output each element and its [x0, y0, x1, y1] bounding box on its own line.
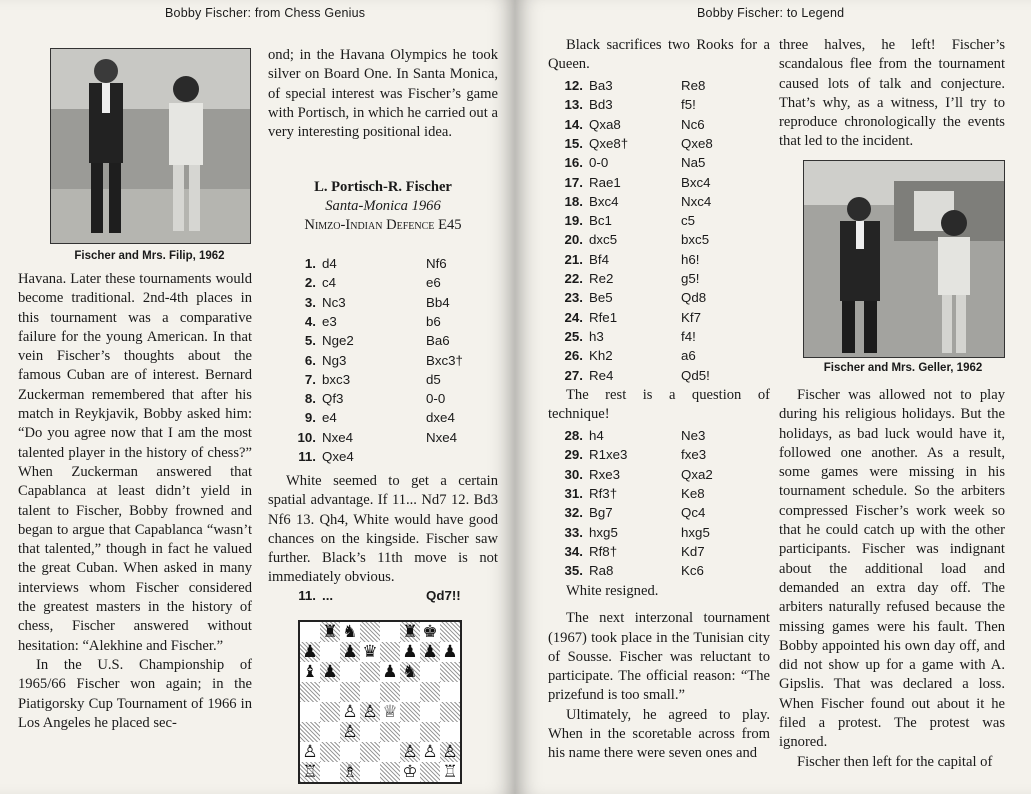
- board-square: [320, 762, 340, 782]
- move-row: [555, 467, 755, 486]
- black-pawn-icon: ♟: [442, 642, 458, 662]
- game-opening: Nimzo-Indian Defence E45: [304, 217, 462, 233]
- black-king-icon: ♚: [422, 622, 438, 642]
- board-square: [320, 742, 340, 762]
- black-move: Nf6: [426, 256, 447, 271]
- white-move: Re4: [589, 367, 614, 383]
- move-number: 18.: [564, 193, 583, 209]
- white-rook-icon: ♖: [442, 762, 458, 782]
- move-number: 26.: [564, 348, 583, 364]
- white-pawn-icon: ♙: [342, 702, 358, 722]
- white-move: Rfe1: [589, 309, 618, 325]
- chess-board-diagram: [298, 620, 462, 784]
- move-row: [288, 295, 498, 314]
- board-square: [420, 662, 440, 682]
- black-move: Ke8: [681, 485, 705, 501]
- move-number: 29.: [564, 447, 583, 463]
- board-square: [380, 722, 400, 742]
- board-square: [440, 682, 460, 702]
- white-move: Ra8: [589, 563, 614, 579]
- white-pawn-icon: ♙: [342, 722, 358, 742]
- paragraph: Havana. Later these tournaments would become traditional. 2nd-4th places in this tournament was a comparative failure for the young American. In that vein Fischer’s thoughts about the famous Cuban are of interest. Bernard Zuckerman remembered that after his match in Reykjavik, Bobby asked him: “Do you agree now that I am the most talented player in the history of chess?” When Zuckerman answered that Capablanca at least didn’t yield in talent to Fischer, Bobby frowned and began to argue that Capablanca “wasn’t that talented,” though in fact he valued the great Cuban. When asked in many interviews whom Fischer considered the greatest masters in the history of chess, Fischer answered without hesitation: “Alekhine and Fischer.”: [18, 271, 252, 654]
- paragraph: three halves, he left! Fischer’s scandalous flee from the tournament caused lots of talk and conjecture. That’s why, as a witness, I’ll try to reproduce chronologically the events that led to the incident.: [779, 37, 1005, 150]
- resigned-line: White resigned.: [566, 583, 659, 599]
- black-pawn-icon: ♟: [402, 642, 418, 662]
- white-move: Be5: [589, 290, 613, 306]
- board-square: [300, 702, 320, 722]
- black-bishop-icon: ♝: [302, 662, 318, 682]
- white-move: Bxc4: [589, 193, 619, 209]
- paragraph: Fischer was allowed not to play during his religious holidays. But the holidays, as bad luck would have it, followed one another. As a result, some games were missing in his tournament schedule. So the arbiters compressed Fischer’s work week so that he could catch up with the other participants. Fischer was indignant about the additional load and demanded an extra day off. The arbiters naturally refused because the missing games were his fault. Then Bobby appointed his own day off, and did not show up for a game with A. Gipslis. That was declared a loss. When Fischer found out about it he filed a protest. The protest was ignored.: [779, 387, 1005, 751]
- move-number: 13.: [564, 97, 583, 113]
- board-square: [420, 762, 440, 782]
- board-square: [380, 762, 400, 782]
- move-number: 30.: [564, 466, 583, 482]
- paragraph: In the U.S. Championship of 1965/66 Fischer won again; in the Piatigorsky Cup Tournament of 1966 in Los Angeles he placed sec-: [18, 656, 252, 731]
- board-square: [340, 662, 360, 682]
- white-move: bxc3: [322, 371, 351, 387]
- paragraph: The next interzonal tournament (1967) took place in the Tunisian city of Sousse. Fischer was reluctant to participate. The official reason: “The prizefund is too small.”: [548, 610, 770, 704]
- board-square: [400, 682, 420, 702]
- black-move: Bb4: [426, 294, 450, 310]
- move-row: [555, 194, 755, 213]
- white-move: Nxe4: [322, 429, 354, 445]
- white-move: Rae1: [589, 174, 621, 190]
- move-row: [555, 486, 755, 505]
- black-knight-icon: ♞: [402, 662, 418, 682]
- move-number: 5.: [304, 333, 316, 349]
- move-number: 15.: [564, 135, 583, 151]
- photo-image: [51, 49, 250, 243]
- move-row: [555, 78, 755, 97]
- black-move: fxe3: [681, 447, 707, 463]
- move-row: [288, 275, 498, 294]
- black-move: Qd5!: [681, 367, 710, 383]
- black-rook-icon: ♜: [322, 622, 338, 642]
- move-row: [555, 213, 755, 232]
- black-move: Qd7!!: [426, 588, 461, 603]
- move-row: [288, 256, 498, 275]
- black-move: bxc5: [681, 232, 710, 248]
- black-pawn-icon: ♟: [382, 662, 398, 682]
- paragraph: White seemed to get a certain spatial advantage. If 11... Nd7 12. Bd3 Nf6 13. Qh4, White would have good chances on the kingside. Fischer saw further. Black’s 11th move is not immediately obvious.: [268, 473, 498, 586]
- black-move: Qc4: [681, 505, 706, 521]
- board-square: [380, 622, 400, 642]
- white-move: Qxe8†: [589, 135, 629, 151]
- move-list-right-a: [555, 78, 755, 386]
- black-move: Re8: [681, 78, 706, 93]
- move-number: 27.: [564, 367, 583, 383]
- move-number: 17.: [564, 174, 583, 190]
- white-move: Re2: [589, 271, 614, 286]
- right-running-header: Bobby Fischer: to Legend: [697, 6, 845, 20]
- move-number: 6.: [304, 352, 316, 368]
- white-move: h4: [589, 428, 604, 443]
- black-move: c5: [681, 213, 696, 229]
- move-number: 28.: [564, 428, 583, 443]
- move-number: 35.: [564, 563, 583, 579]
- photo-caption-right: Fischer and Mrs. Geller, 1962: [823, 362, 983, 374]
- white-move: Bc1: [589, 213, 612, 229]
- black-move: g5!: [681, 271, 700, 286]
- black-move: a6: [681, 348, 696, 364]
- white-move: Rf3†: [589, 485, 618, 501]
- move-row: [288, 449, 498, 468]
- board-square: [400, 702, 420, 722]
- board-square: [440, 622, 460, 642]
- move-row: [555, 290, 755, 309]
- black-move: f5!: [681, 97, 696, 113]
- move-number: 16.: [564, 155, 583, 171]
- board-square: [420, 722, 440, 742]
- photo-image: [804, 161, 1004, 357]
- black-move: e6: [426, 275, 441, 291]
- board-square: [340, 682, 360, 702]
- white-pawn-icon: ♙: [362, 702, 378, 722]
- black-pawn-icon: ♟: [342, 642, 358, 662]
- left-running-header: Bobby Fischer: from Chess Genius: [165, 6, 366, 20]
- move-number: 4.: [304, 313, 316, 329]
- photo-caption-left: Fischer and Mrs. Filip, 1962: [74, 250, 225, 262]
- move-number: 14.: [564, 116, 583, 132]
- white-pawn-icon: ♙: [402, 742, 418, 762]
- board-square: [440, 702, 460, 722]
- board-square: [440, 722, 460, 742]
- left-page: [0, 0, 515, 794]
- white-move: d4: [322, 256, 337, 271]
- white-move: e4: [322, 410, 337, 426]
- move-row: [288, 391, 498, 410]
- black-move: Qxe8: [681, 135, 713, 151]
- game-place: Santa-Monica 1966: [325, 198, 441, 214]
- move-number: 24.: [564, 309, 583, 325]
- move-row: [555, 563, 755, 582]
- white-move: 0-0: [589, 155, 609, 171]
- black-move: f4!: [681, 328, 696, 344]
- white-move: Bd3: [589, 97, 613, 113]
- move-11: [288, 588, 498, 608]
- white-move: ...: [322, 588, 334, 603]
- move-row: [555, 117, 755, 136]
- black-queen-icon: ♛: [362, 642, 378, 662]
- move-row: [288, 333, 498, 352]
- black-move: Bxc3†: [426, 352, 463, 368]
- black-move: Bxc4: [681, 174, 711, 190]
- move-row: [555, 525, 755, 544]
- board-square: [360, 622, 380, 642]
- move-row: [288, 314, 498, 333]
- move-row: [555, 252, 755, 271]
- move-number: 22.: [564, 271, 583, 286]
- move-list-left: [288, 256, 498, 471]
- board-square: [360, 742, 380, 762]
- board-square: [380, 642, 400, 662]
- white-move: Nge2: [322, 333, 354, 349]
- move-row: [555, 136, 755, 155]
- black-move: Ba6: [426, 333, 450, 349]
- white-rook-icon: ♖: [302, 762, 318, 782]
- board-square: [380, 742, 400, 762]
- paragraph: Fischer then left for the capital of: [797, 753, 993, 770]
- white-move: e3: [322, 313, 337, 329]
- white-bishop-icon: ♗: [342, 762, 358, 782]
- move-list-right-b: [555, 428, 755, 584]
- board-square: [360, 762, 380, 782]
- move-row: [555, 428, 755, 447]
- board-square: [300, 682, 320, 702]
- black-move: h6!: [681, 251, 700, 267]
- right-column-2-intro: [779, 36, 1005, 152]
- board-square: [420, 702, 440, 722]
- board-square: [300, 722, 320, 742]
- black-move: Nc6: [681, 116, 705, 132]
- black-pawn-icon: ♟: [322, 662, 338, 682]
- paragraph: Black sacrifices two Rooks for a Queen.: [548, 37, 770, 73]
- right-page: [515, 0, 1031, 794]
- move-row: [288, 372, 498, 391]
- white-move: Bg7: [589, 505, 613, 521]
- paragraph: ond; in the Havana Olympics he took silver on Board One. In Santa Monica, of special interest was Fischer’s game with Portisch, in which he carried out a very interesting positional idea.: [268, 47, 498, 141]
- board-square: [320, 642, 340, 662]
- white-move: Nc3: [322, 294, 346, 310]
- move-row: [555, 368, 755, 387]
- white-move: Qxa8: [589, 116, 621, 132]
- move-number: 7.: [304, 371, 316, 387]
- board-square: [440, 662, 460, 682]
- move-row: [555, 232, 755, 251]
- white-pawn-icon: ♙: [302, 742, 318, 762]
- white-move: c4: [322, 275, 337, 291]
- move-number: 11.: [298, 588, 316, 603]
- move-row: [555, 348, 755, 367]
- move-number: 11.: [298, 449, 316, 464]
- move-row: [288, 410, 498, 429]
- white-move: h3: [589, 328, 604, 344]
- move-number: 25.: [564, 328, 583, 344]
- board-square: [360, 682, 380, 702]
- black-move: b6: [426, 313, 441, 329]
- move-number: 32.: [564, 505, 583, 521]
- black-move: 0-0: [426, 391, 446, 407]
- move-row: [555, 447, 755, 466]
- move-row: [555, 544, 755, 563]
- move-row: [555, 155, 755, 174]
- move-number: 21.: [564, 251, 583, 267]
- move-row: [555, 505, 755, 524]
- move-number: 20.: [564, 232, 583, 248]
- move-number: 8.: [304, 391, 316, 407]
- white-move: dxc5: [589, 232, 618, 248]
- board-square: [320, 682, 340, 702]
- game-title: L. Portisch-R. Fischer: [314, 179, 452, 195]
- white-move: Qf3: [322, 391, 344, 407]
- board-square: [300, 622, 320, 642]
- move-number: 19.: [564, 213, 583, 229]
- white-move: Ba3: [589, 78, 613, 93]
- white-king-icon: ♔: [402, 762, 418, 782]
- photo-fischer-filip: [50, 48, 251, 244]
- black-move: Nxe4: [426, 429, 458, 445]
- black-move: Na5: [681, 155, 706, 171]
- black-move: Nxc4: [681, 193, 712, 209]
- white-move: R1xe3: [589, 447, 628, 463]
- board-square: [320, 722, 340, 742]
- game-heading: [268, 178, 498, 235]
- black-move: d5: [426, 371, 441, 387]
- black-move: hxg5: [681, 524, 710, 540]
- move-row: [555, 329, 755, 348]
- move-number: 2.: [304, 275, 316, 291]
- board-square: [360, 722, 380, 742]
- black-move: Qd8: [681, 290, 707, 306]
- white-pawn-icon: ♙: [442, 742, 458, 762]
- photo-fischer-geller: [803, 160, 1005, 358]
- white-move: Rxe3: [589, 466, 621, 482]
- black-move: Kf7: [681, 309, 701, 325]
- paragraph: Ultimately, he agreed to play. When in the scoretable across from his name there were seven ones and: [548, 706, 770, 762]
- black-move: Qxa2: [681, 466, 713, 482]
- move-number: 12.: [564, 78, 583, 93]
- board-square: [380, 682, 400, 702]
- move-row: [555, 175, 755, 194]
- white-move: Ng3: [322, 352, 347, 368]
- white-move: hxg5: [589, 524, 618, 540]
- move-row: [288, 353, 498, 372]
- right-column-1-intro: [548, 36, 770, 75]
- black-move: dxe4: [426, 410, 455, 426]
- right-column-1-body: [548, 582, 770, 764]
- move-number: 1.: [304, 256, 316, 271]
- white-move: Bf4: [589, 251, 609, 267]
- board-square: [320, 702, 340, 722]
- black-knight-icon: ♞: [342, 622, 358, 642]
- board-square: [420, 682, 440, 702]
- black-pawn-icon: ♟: [302, 642, 318, 662]
- white-move: Qxe4: [322, 449, 354, 464]
- move-number: 33.: [564, 524, 583, 540]
- board-square: [360, 662, 380, 682]
- move-row: [555, 310, 755, 329]
- right-column-1-mid: [548, 386, 770, 425]
- move-number: 34.: [564, 543, 583, 559]
- move-number: 23.: [564, 290, 583, 306]
- board-square: [400, 722, 420, 742]
- move-number: 10.: [297, 429, 316, 445]
- black-move: Kd7: [681, 543, 705, 559]
- paragraph: The rest is a question of technique!: [548, 387, 770, 423]
- black-move: Ne3: [681, 428, 706, 443]
- move-number: 9.: [304, 410, 316, 426]
- black-move: Kc6: [681, 563, 704, 579]
- board-square: [340, 742, 360, 762]
- white-move: Kh2: [589, 348, 613, 364]
- move-number: 31.: [564, 485, 583, 501]
- move-number: 3.: [304, 294, 316, 310]
- left-comment: [268, 472, 498, 588]
- move-row: [555, 97, 755, 116]
- move-row: [555, 271, 755, 290]
- black-rook-icon: ♜: [402, 622, 418, 642]
- left-column-2: [268, 46, 498, 142]
- white-move: Rf8†: [589, 543, 618, 559]
- white-pawn-icon: ♙: [422, 742, 438, 762]
- black-pawn-icon: ♟: [422, 642, 438, 662]
- move-row: [288, 430, 498, 449]
- white-queen-icon: ♕: [382, 702, 398, 722]
- right-column-2-body: [779, 386, 1005, 772]
- left-column-1: [18, 270, 252, 733]
